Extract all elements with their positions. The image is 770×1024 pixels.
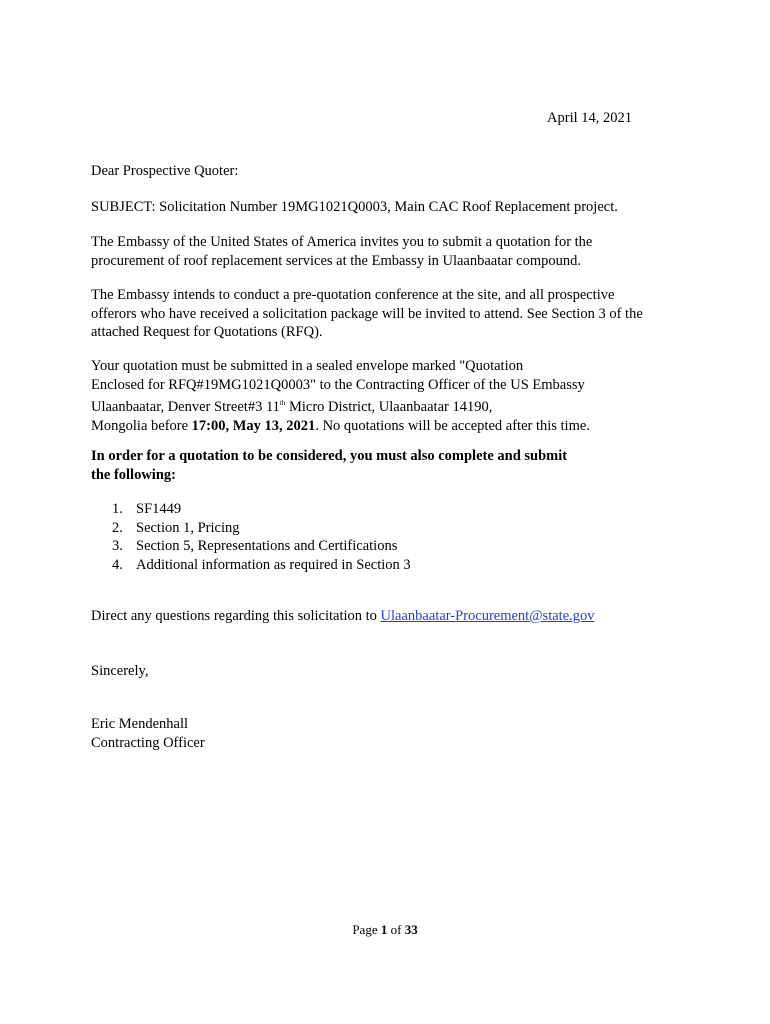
list-item: [112, 519, 411, 538]
paragraph-line: Your quotation must be submitted in a sealed envelope marked "Quotation: [91, 358, 524, 374]
paragraph-line: procurement of roof replacement services at the Embassy in Ulaanbaatar compound.: [91, 252, 581, 269]
deadline-suffix: . No quotations will be accepted after this time.: [315, 417, 590, 434]
ordinal-suffix: th: [279, 399, 286, 407]
required-documents-list: [112, 500, 411, 574]
address-text: Ulaanbaatar, Denver Street#3 11: [91, 399, 280, 415]
deadline-date: 17:00, May 13, 2021: [191, 417, 316, 434]
paragraph-line: The Embassy intends to conduct a pre-quotation conference at the site, and all prospective: [91, 287, 615, 303]
paragraph-line: [91, 394, 691, 417]
list-number: 4.: [112, 556, 123, 573]
list-text: Section 5, Representations and Certifications: [136, 538, 398, 554]
greeting: Dear Prospective Quoter:: [91, 163, 239, 179]
list-item: [112, 500, 411, 519]
signer-name: Eric Mendenhall: [91, 716, 189, 732]
page-footer: [0, 922, 770, 938]
page-total: 33: [404, 922, 418, 937]
page-label: Page: [352, 922, 381, 937]
list-text: Section 1, Pricing: [136, 519, 240, 536]
address-text: Micro District, Ulaanbaatar 14190,: [285, 399, 493, 415]
list-text: SF1449: [136, 501, 182, 517]
signer-title: Contracting Officer: [91, 734, 205, 751]
deadline-prefix: Mongolia before: [91, 417, 192, 434]
list-item: [112, 556, 411, 575]
paragraph-submission: [91, 357, 691, 435]
questions-line: [91, 607, 691, 626]
list-number: 2.: [112, 519, 123, 536]
list-number: 3.: [112, 538, 123, 554]
paragraph-line: The Embassy of the United States of America invites you to submit a quotation for the: [91, 234, 593, 250]
list-text: Additional information as required in Section 3: [136, 556, 411, 573]
subject-line: SUBJECT: Solicitation Number 19MG1021Q0003, Main CAC Roof Replacement project.: [91, 199, 618, 215]
paragraph-line: offerors who have received a solicitation package will be invited to attend. See Section 3 of the: [91, 305, 643, 322]
email-link[interactable]: Ulaanbaatar-Procurement@state.gov: [380, 608, 595, 624]
paragraph-line: attached Request for Quotations (RFQ).: [91, 324, 323, 340]
list-number: 1.: [112, 501, 123, 517]
page-number: 1: [380, 922, 388, 937]
requirement-heading: [91, 447, 691, 484]
list-item: [112, 537, 411, 556]
paragraph-line: In order for a quotation to be considered, you must also complete and submit: [91, 448, 568, 464]
paragraph-line: Enclosed for RFQ#19MG1021Q0003" to the Contracting Officer of the US Embassy: [91, 376, 585, 393]
of-label: of: [387, 922, 405, 937]
paragraph-invitation: [91, 233, 691, 270]
paragraph-conference: [91, 286, 691, 342]
paragraph-line: the following:: [91, 466, 176, 483]
paragraph-line: [91, 417, 691, 436]
questions-text: Direct any questions regarding this solicitation to: [91, 608, 381, 624]
closing: Sincerely,: [91, 663, 149, 679]
letter-date: April 14, 2021: [547, 110, 632, 126]
signature-block: [91, 715, 691, 752]
